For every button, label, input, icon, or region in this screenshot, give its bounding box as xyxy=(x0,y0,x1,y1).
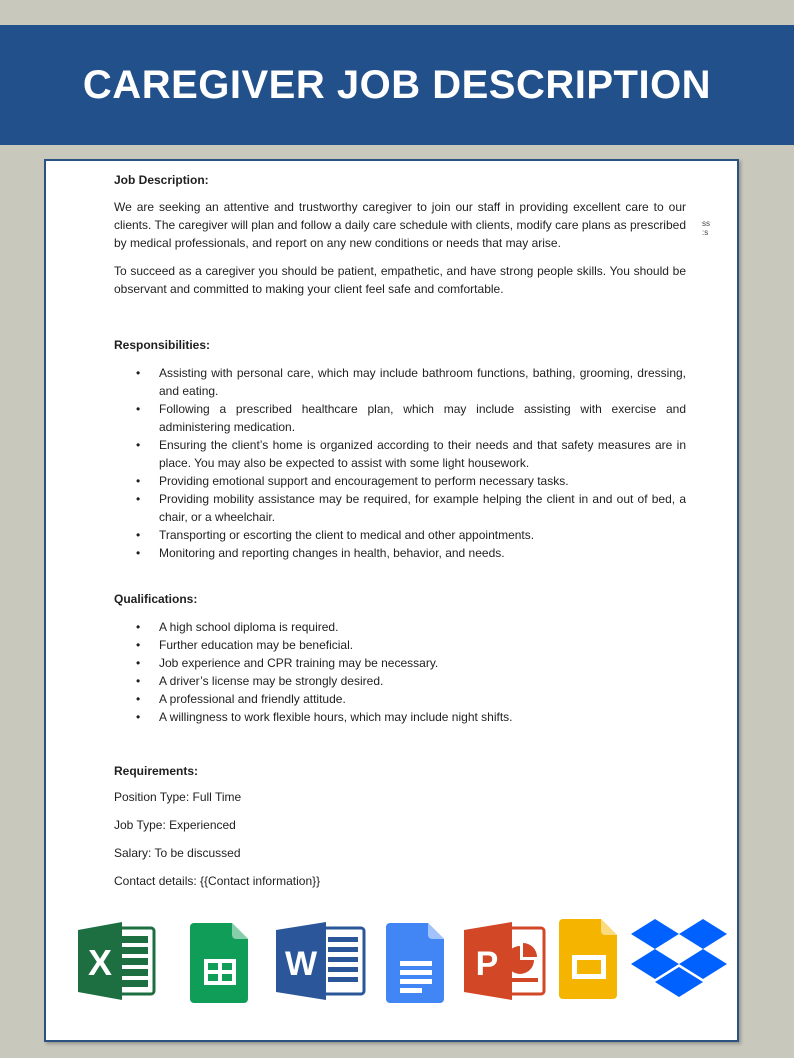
bullet: • xyxy=(136,366,141,380)
list-item xyxy=(114,618,686,636)
list-item-text: A driver’s license may be strongly desired. xyxy=(159,674,384,688)
qualifications-list xyxy=(114,618,686,726)
google-docs-icon xyxy=(386,923,446,1003)
bullet: • xyxy=(136,402,141,416)
svg-text:X: X xyxy=(87,942,113,983)
bullet: • xyxy=(136,492,141,506)
list-item-text: Further education may be beneficial. xyxy=(159,638,354,652)
bullet: • xyxy=(136,674,141,688)
bullet: • xyxy=(136,474,141,488)
margin-text xyxy=(702,219,710,237)
list-item xyxy=(114,690,686,708)
list-item-text: Assisting with personal care, which may include bathroom functions, bathing, grooming, dressing, and eating. xyxy=(159,366,686,398)
list-item-text: Ensuring the client’s home is organized according to their needs and that safety measures are in place. You may also be expected to assist with some light housework. xyxy=(159,438,686,470)
powerpoint-icon xyxy=(462,920,548,1002)
responsibilities-list xyxy=(114,364,686,562)
word-icon xyxy=(274,920,368,1002)
svg-text:W: W xyxy=(284,945,318,983)
list-item-text: Transporting or escorting the client to medical and other appointments. xyxy=(159,528,535,542)
job-description-paragraph: We are seeking an attentive and trustworthy caregiver to join our staff in providing excellent care to our clients. The caregiver will plan and follow a daily care schedule with clients, modify care plans as prescribed by medical professionals, and report on any new conditions or needs that may arise. xyxy=(114,200,686,250)
bullet: • xyxy=(136,620,141,634)
bullet: • xyxy=(136,528,141,542)
list-item xyxy=(114,490,686,526)
list-item xyxy=(114,364,686,400)
dropbox-icon xyxy=(630,917,728,1007)
google-sheets-icon xyxy=(190,923,250,1003)
list-item-text: A high school diploma is required. xyxy=(159,620,339,634)
margin-text-line: :s xyxy=(702,228,709,237)
bullet: • xyxy=(136,546,141,560)
bullet: • xyxy=(136,692,141,706)
bullet: • xyxy=(136,710,141,724)
qualifications-heading: Qualifications: xyxy=(114,592,198,606)
list-item xyxy=(114,636,686,654)
document-content xyxy=(114,173,686,890)
list-item-text: A willingness to work flexible hours, which may include night shifts. xyxy=(159,710,513,724)
document-page xyxy=(44,159,739,1042)
list-item xyxy=(114,526,686,544)
list-item xyxy=(114,708,686,726)
list-item-text: A professional and friendly attitude. xyxy=(159,692,346,706)
list-item-text: Providing mobility assistance may be required, for example helping the client in and out of bed, a chair, or a wheelchair. xyxy=(159,492,686,524)
job-description-heading: Job Description: xyxy=(114,173,209,187)
excel-icon xyxy=(76,920,158,1002)
list-item-text: Job experience and CPR training may be necessary. xyxy=(159,656,439,670)
svg-text:P: P xyxy=(475,945,499,983)
page-title: CAREGIVER JOB DESCRIPTION xyxy=(82,62,712,107)
bullet: • xyxy=(136,656,141,670)
list-item xyxy=(114,472,686,490)
list-item xyxy=(114,436,686,472)
google-slides-icon xyxy=(559,919,619,999)
list-item xyxy=(114,544,686,562)
list-item-text: Monitoring and reporting changes in health, behavior, and needs. xyxy=(159,546,505,560)
salary: Salary: To be discussed xyxy=(114,846,241,860)
responsibilities-heading: Responsibilities: xyxy=(114,338,211,352)
requirements-heading: Requirements: xyxy=(114,764,199,778)
list-item xyxy=(114,672,686,690)
list-item-text: Providing emotional support and encouragement to perform necessary tasks. xyxy=(159,474,569,488)
contact-details: Contact details: {{Contact information}} xyxy=(114,874,321,888)
job-type: Job Type: Experienced xyxy=(114,818,236,832)
list-item xyxy=(114,400,686,436)
list-item-text: Following a prescribed healthcare plan, which may include assisting with exercise and administering medication. xyxy=(159,402,686,434)
list-item xyxy=(114,654,686,672)
title-banner xyxy=(0,25,794,145)
position-type: Position Type: Full Time xyxy=(114,790,242,804)
margin-text-line: ss xyxy=(702,219,710,228)
bullet: • xyxy=(136,638,141,652)
job-description-paragraph: To succeed as a caregiver you should be patient, empathetic, and have strong people skills. You should be observant and committed to making your client feel safe and comfortable. xyxy=(114,264,686,296)
app-icons-row xyxy=(0,915,794,1015)
bullet: • xyxy=(136,438,141,452)
